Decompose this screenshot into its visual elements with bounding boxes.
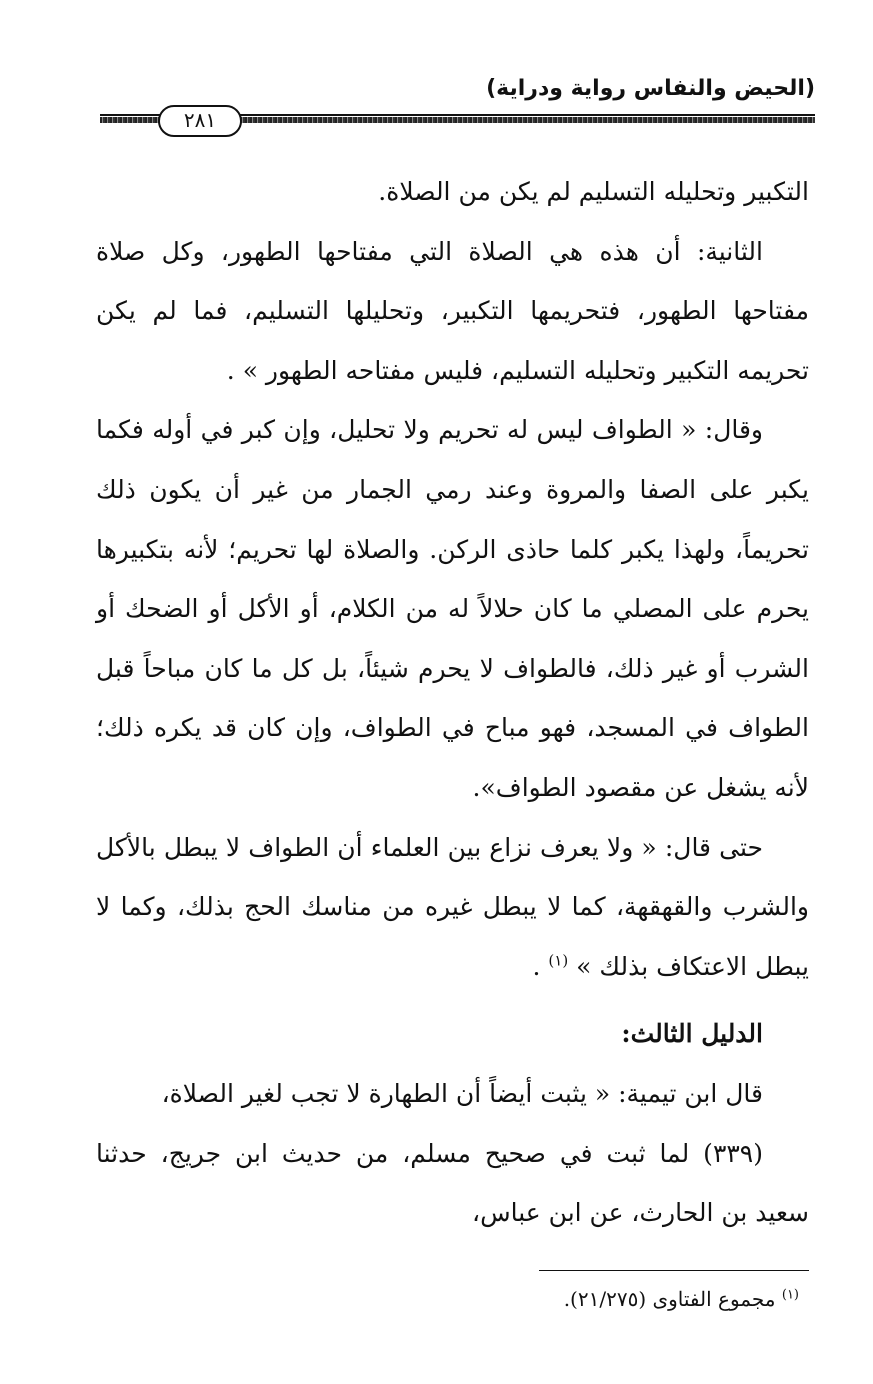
paragraph: الثانية: أن هذه هي الصلاة التي مفتاحها الطهور، وكل صلاة مفتاحها الطهور، فتحريمها التكبير، وتحليلها التسليم، فما لم يكن تحريمه التكبير وتحليله التسليم، فليس مفتاحه الطهور » . — [96, 236, 809, 385]
paragraph: (٣٣٩) لما ثبت في صحيح مسلم، من حديث ابن جريج، حدثنا سعيد بن الحارث، عن ابن عباس، — [96, 1138, 809, 1228]
paragraph-text: حتى قال: « ولا يعرف نزاع بين العلماء أن الطواف لا يبطل بالأكل والشرب والقهقهة، كما لا يبطل غيره من مناسك الحج بذلك، وكما لا يبطل الاعتكاف بذلك » — [96, 832, 809, 981]
footnote — [96, 1284, 809, 1314]
footnote-reference[interactable]: (١) — [548, 951, 569, 970]
paragraph — [96, 818, 809, 997]
footnote-text: مجموع الفتاوى (٢١/٢٧٥). — [563, 1287, 782, 1311]
section-heading: الدليل الثالث: — [621, 1019, 763, 1049]
footnote-mark: (١) — [781, 1287, 799, 1303]
paragraph-end: . — [532, 951, 549, 981]
page-number: ٢٨١ — [158, 105, 242, 137]
paragraph: التكبير وتحليله التسليم لم يكن من الصلاة. — [378, 177, 809, 206]
running-title: (الحيض والنفاس رواية ودراية) — [486, 76, 815, 101]
footnote-separator — [539, 1270, 809, 1271]
paragraph: وقال: « الطواف ليس له تحريم ولا تحليل، وإن كبر في أوله فكما يكبر على الصفا والمروة وعند رمي الجمار من غير أن يكون ذلك تحريماً، ولهذا يكبر كلما حاذى الركن. والصلاة لها تحريم؛ لأنه بتكبيرها يحرم على المصلي ما كان حلالاً له من الكلام، أو الأكل أو الضحك أو الشرب أو غير ذلك، فالطواف لا يحرم شيئاً، بل كل ما كان مباحاً قبل الطواف في المسجد، فهو مباح في الطواف، وإن كان قد يكره ذلك؛ لأنه يشغل عن مقصود الطواف». — [96, 415, 809, 802]
page-header — [0, 0, 873, 140]
paragraph: قال ابن تيمية: « يثبت أيضاً أن الطهارة لا تجب لغير الصلاة، — [161, 1078, 763, 1108]
body-text — [96, 162, 809, 1243]
